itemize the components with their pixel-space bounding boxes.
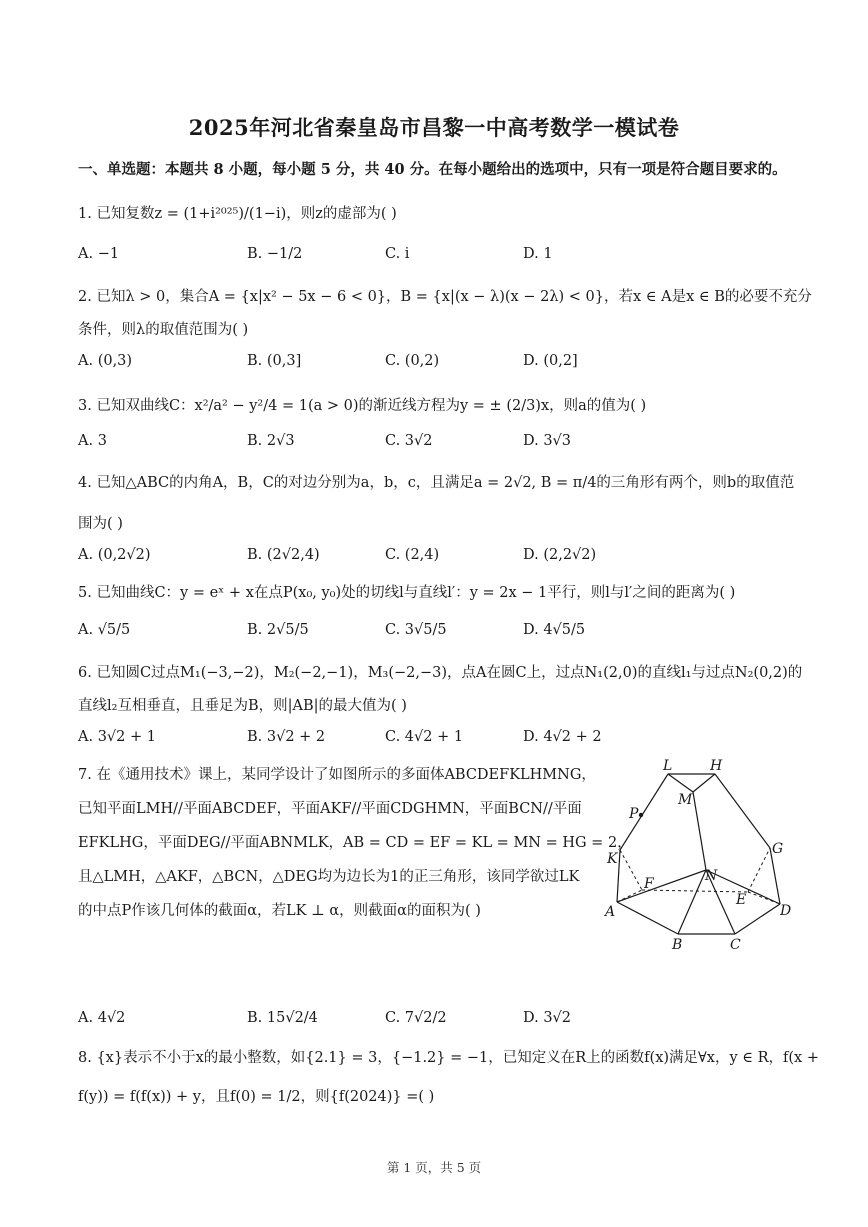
label-g: G (772, 841, 784, 857)
question-7-line-4: 且△LMH，△AKF，△BCN，△DEG均为边长为1的正三角形，该同学欲过LK (78, 869, 580, 885)
label-k: K (607, 851, 618, 867)
question-4-option-d: D. (2,2√2) (523, 547, 597, 563)
hidden-edge-fe (642, 890, 748, 892)
edge-hm (693, 774, 715, 792)
question-3-option-b: B. 2√3 (247, 433, 295, 449)
label-a: A (605, 904, 616, 920)
question-8-line-2: f(y)) = f(f(x)) + y，且f(0) = 1/2，则{f(2024)} =( ) (78, 1089, 435, 1105)
question-7-option-c: C. 7√2/2 (385, 1010, 447, 1026)
question-2-line-1: 2. 已知λ > 0，集合A = {x|x² − 5x − 6 < 0}，B = {x|(x − λ)(x − 2λ) < 0}，若x ∈ A是x ∈ B的必要不充分 (78, 289, 812, 305)
question-1-option-a: A. −1 (78, 246, 120, 262)
question-6-line-2: 直线l₂互相垂直，且垂足为B，则|AB|的最大值为( ) (78, 698, 407, 714)
label-p: P (629, 806, 639, 822)
edge-an (617, 870, 706, 902)
label-l: L (663, 758, 673, 774)
question-6-line-1: 6. 已知圆C过点M₁(−3,−2)，M₂(−2,−1)，M₃(−2,−3)，点A在圆C上，过点N₁(2,0)的直线l₁与过点N₂(0,2)的 (78, 665, 803, 681)
question-7-line-2: 已知平面LMH//平面ABCDEF，平面AKF//平面CDGHMN，平面BCN//平面 (78, 801, 582, 817)
question-1-option-d: D. 1 (523, 246, 553, 262)
edge-cd (735, 904, 780, 934)
question-1-option-c: C. i (385, 246, 410, 262)
question-5-option-a: A. √5/5 (78, 622, 131, 638)
question-7-line-3: EFKLHG，平面DEG//平面ABNMLK，AB = CD = EF = KL = MN = HG = 2， (78, 835, 632, 851)
question-2-option-b: B. (0,3] (247, 353, 302, 369)
point-p-dot (639, 813, 643, 817)
label-f: F (644, 876, 654, 892)
edge-lm (668, 774, 693, 792)
question-4-option-b: B. (2√2,4) (247, 547, 320, 563)
label-m: M (678, 792, 693, 808)
question-6-option-d: D. 4√2 + 2 (523, 729, 602, 745)
question-7-option-b: B. 15√2/4 (247, 1010, 318, 1026)
edge-mn (693, 792, 706, 870)
edge-hg (715, 774, 770, 848)
question-3-line-1: 3. 已知双曲线C：x²/a² − y²/4 = 1(a > 0)的渐近线方程为y = ± (2/3)x，则a的值为( ) (78, 398, 647, 414)
question-6-option-c: C. 4√2 + 1 (385, 729, 464, 745)
question-2-line-2: 条件，则λ的取值范围为( ) (78, 322, 249, 338)
edge-lk (620, 774, 668, 850)
question-4-line-2: 围为( ) (78, 516, 123, 532)
polyhedron-figure (600, 752, 800, 952)
label-b: B (672, 937, 683, 952)
edge-nb (678, 870, 706, 934)
question-2-option-c: C. (0,2) (385, 353, 440, 369)
question-5-option-c: C. 3√5/5 (385, 622, 447, 638)
label-h: H (710, 758, 723, 774)
question-3-option-d: D. 3√3 (523, 433, 572, 449)
question-8-line-1: 8. {x}表示不小于x的最小整数，如{2.1} = 3，{−1.2} = −1，已知定义在R上的函数f(x)满足∀x，y ∈ R，f(x + (78, 1050, 819, 1066)
question-1-option-b: B. −1/2 (247, 246, 303, 262)
hidden-edge-eg (748, 848, 770, 892)
question-7-option-a: A. 4√2 (78, 1010, 126, 1026)
question-5-option-d: D. 4√5/5 (523, 622, 586, 638)
label-c: C (730, 937, 741, 952)
section-header: 一、单选题：本题共 8 小题，每小题 5 分，共 40 分。在每小题给出的选项中，只有一项是符合题目要求的。 (78, 161, 787, 178)
label-d: D (780, 903, 792, 919)
question-3-option-a: A. 3 (78, 433, 107, 449)
question-6-option-b: B. 3√2 + 2 (247, 729, 326, 745)
question-2-option-a: A. (0,3) (78, 353, 133, 369)
page-footer: 第 1 页，共 5 页 (386, 1160, 482, 1175)
question-1-line-1: 1. 已知复数z = (1+i²⁰²⁵)/(1−i)，则z的虚部为( ) (78, 206, 397, 222)
question-4-line-1: 4. 已知△ABC的内角A，B，C的对边分别为a，b，c，且满足a = 2√2, B = π/4的三角形有两个，则b的取值范 (78, 475, 795, 491)
label-n: N (705, 868, 718, 884)
question-5-line-1: 5. 已知曲线C：y = eˣ + x在点P(x₀, y₀)处的切线l与直线l′：y = 2x − 1平行，则l与l′之间的距离为( ) (78, 585, 736, 601)
question-6-option-a: A. 3√2 + 1 (78, 729, 156, 745)
question-4-option-c: C. (2,4) (385, 547, 440, 563)
edge-ab (617, 902, 678, 934)
question-7-option-d: D. 3√2 (523, 1010, 572, 1026)
question-4-option-a: A. (0,2√2) (78, 547, 151, 563)
question-3-option-c: C. 3√2 (385, 433, 433, 449)
question-7-line-1: 7. 在《通用技术》课上，某同学设计了如图所示的多面体ABCDEFKLHMNG， (78, 767, 596, 783)
question-5-option-b: B. 2√5/5 (247, 622, 309, 638)
page-title: 2025年河北省秦皇岛市昌黎一中高考数学一模试卷 (188, 115, 680, 140)
hidden-edge-kf (620, 850, 642, 890)
question-2-option-d: D. (0,2] (523, 353, 578, 369)
question-7-line-5: 的中点P作该几何体的截面α，若LK ⊥ α，则截面α的面积为( ) (78, 903, 481, 919)
label-e: E (736, 892, 747, 908)
